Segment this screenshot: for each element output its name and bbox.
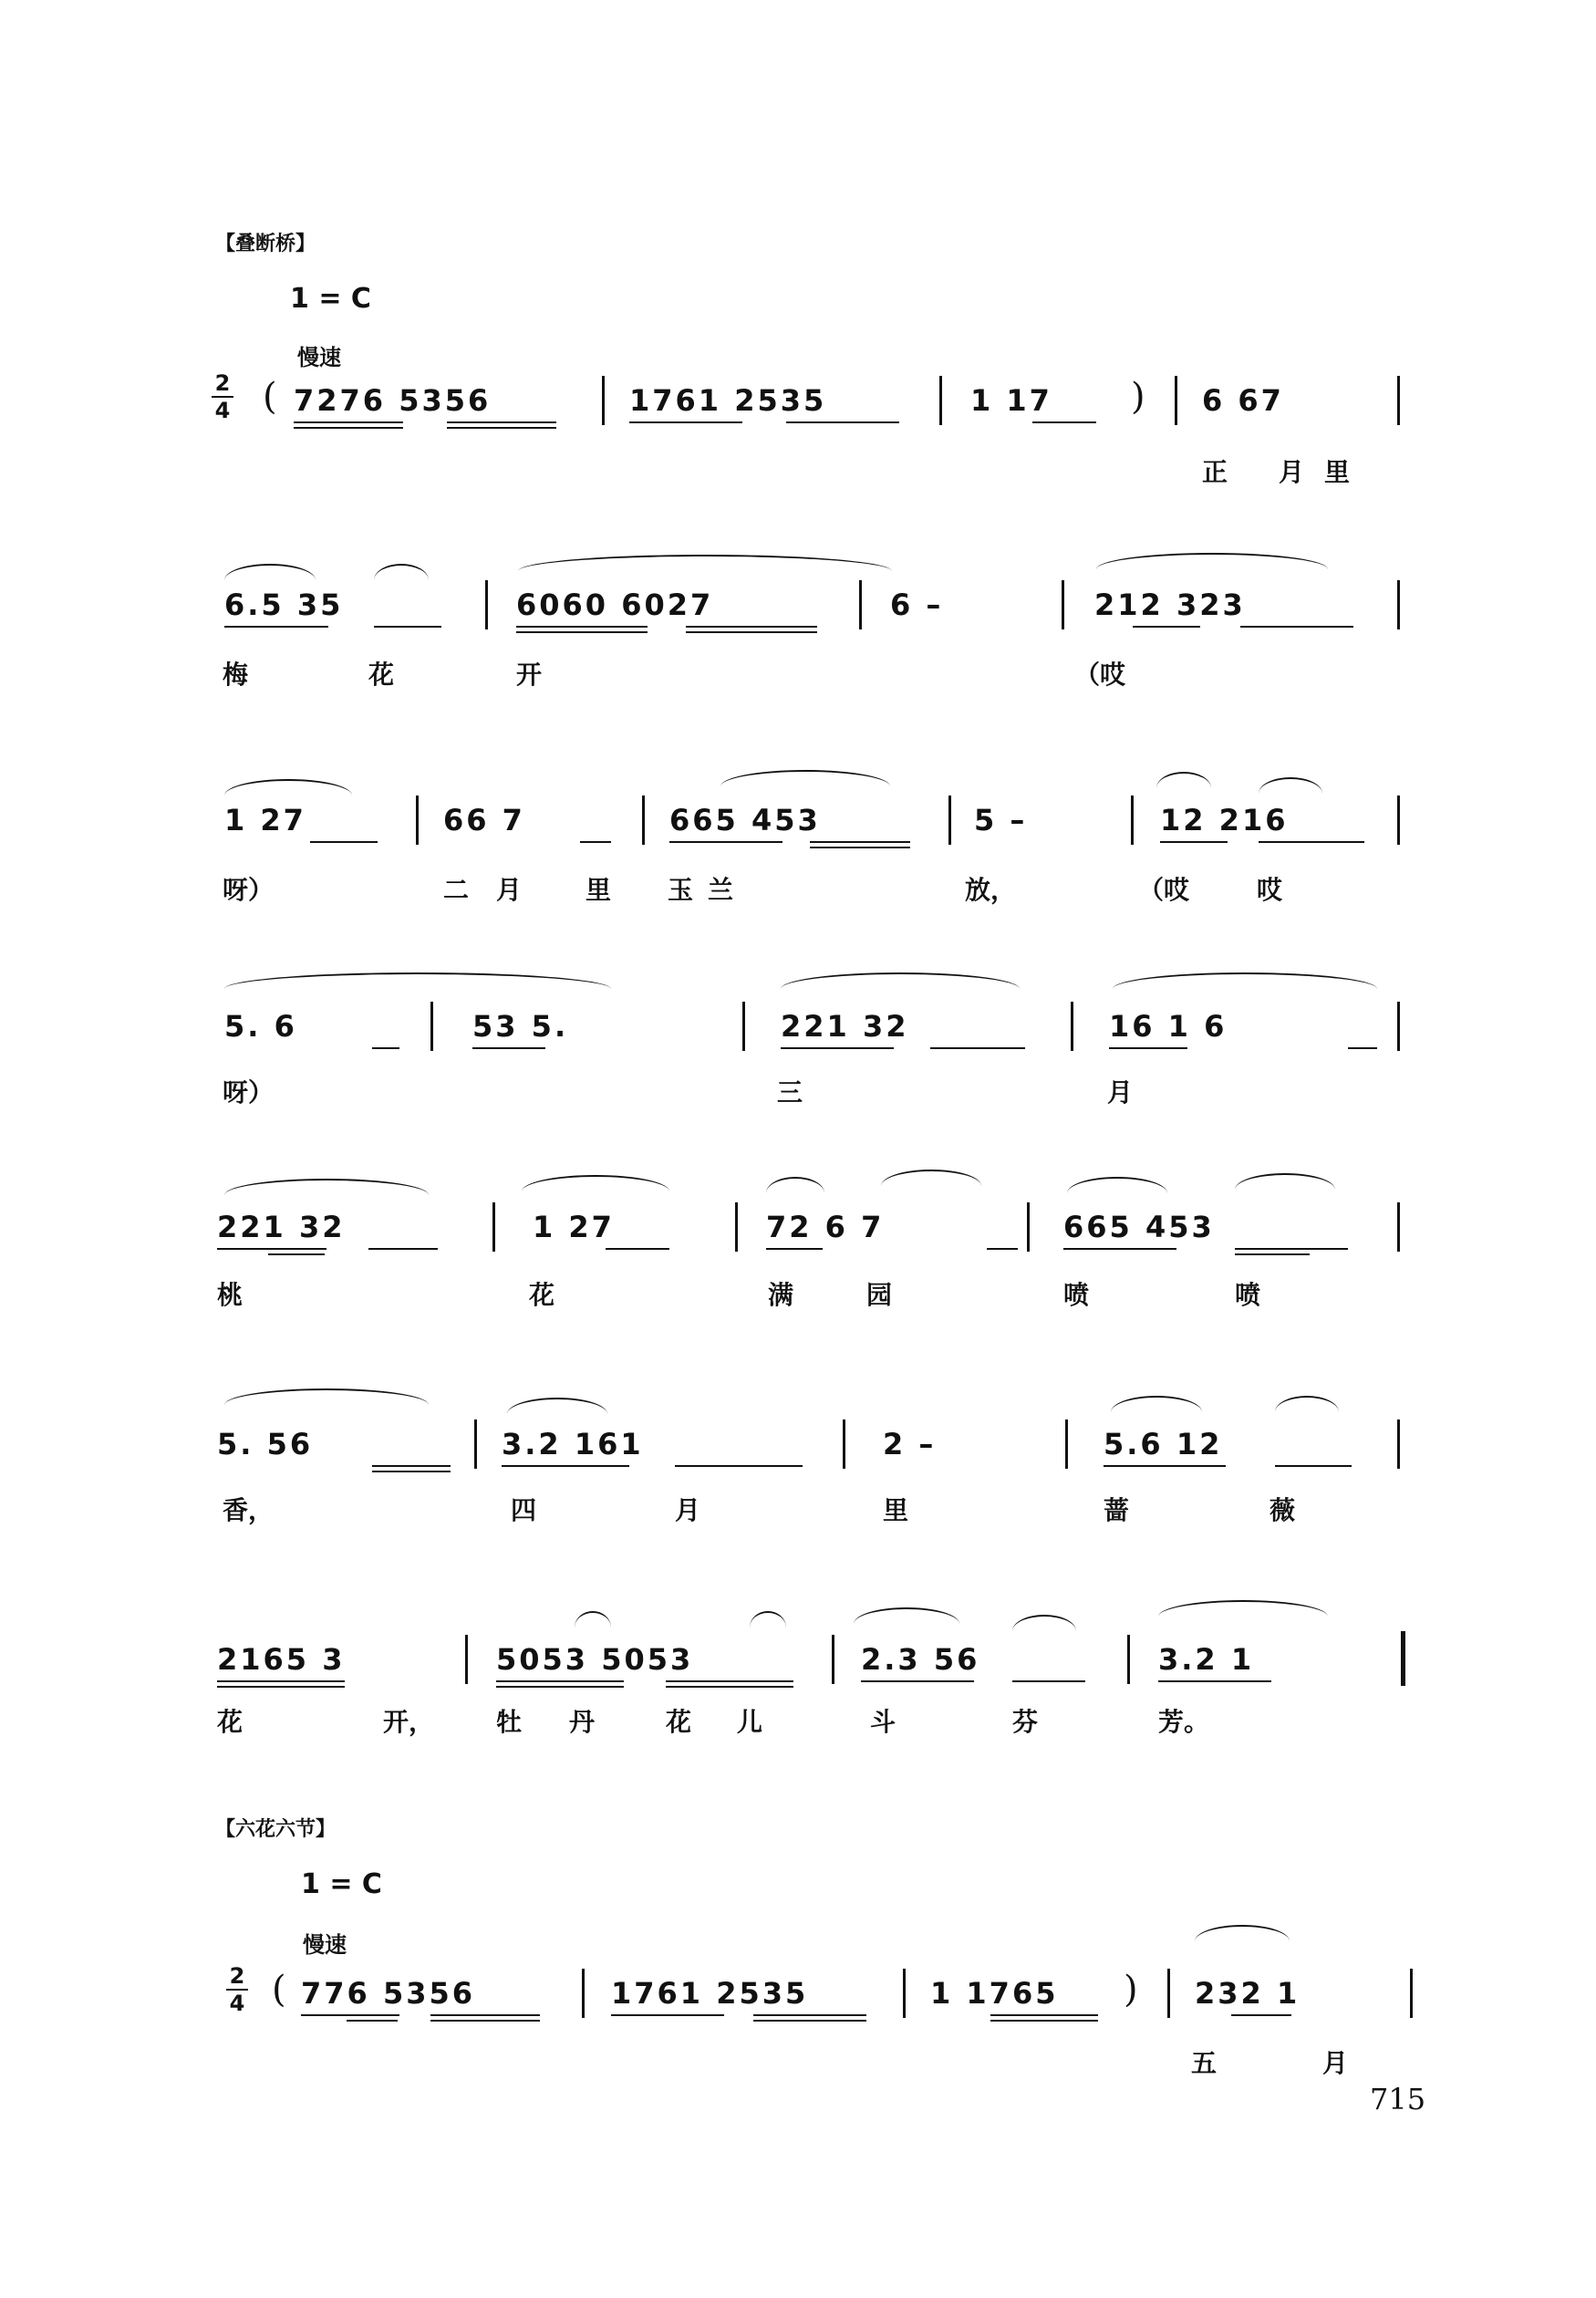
measure: 212 323 [1094, 587, 1246, 622]
close-paren: ) [1131, 376, 1145, 418]
page-number: 715 [1370, 2082, 1426, 2116]
barline [1410, 1969, 1413, 2018]
underline [810, 847, 910, 848]
lyric: 月 [675, 1495, 701, 1525]
lyric: 里 [1324, 457, 1351, 487]
underline [1158, 1680, 1271, 1682]
lyric: 园 [866, 1280, 893, 1310]
measure: 1761 2535 [611, 1976, 809, 2011]
underline [666, 1680, 793, 1682]
measure: 12 216 [1160, 803, 1289, 837]
underline [611, 2014, 724, 2016]
lyric: 喷 [1235, 1280, 1261, 1310]
lyric: 芳。 [1158, 1707, 1210, 1737]
lyric: 里 [586, 875, 612, 905]
time-signature [226, 1965, 248, 2014]
time-signature-top: 2 [229, 1963, 245, 1989]
lyric: 放， [965, 875, 1017, 905]
lyric: 呀） [223, 875, 275, 905]
measure: 6060 6027 [516, 587, 714, 622]
slur [507, 1398, 607, 1414]
barline [903, 1969, 906, 2018]
lyric: 开， [383, 1707, 435, 1737]
barline [1397, 376, 1400, 425]
slur [1235, 1173, 1335, 1190]
underline [1235, 1248, 1348, 1250]
time-signature-bottom: 4 [214, 398, 231, 423]
underline [347, 2020, 398, 2022]
underline [990, 2020, 1098, 2022]
underline [686, 631, 817, 633]
lyric: 花 [368, 660, 395, 690]
lyric: 月 [1279, 457, 1305, 487]
barline [1071, 1002, 1073, 1051]
key-signature: 1 = C [290, 283, 371, 315]
lyric: 梅 [223, 660, 249, 690]
underline [766, 1248, 823, 1250]
barline [948, 795, 951, 845]
underline [430, 2014, 540, 2016]
lyric: 三 [777, 1077, 803, 1107]
lyric: 香， [223, 1495, 275, 1525]
underline [781, 1047, 894, 1049]
underline [861, 1680, 974, 1682]
measure: 2165 3 [217, 1642, 346, 1677]
measure: 1 27 [224, 803, 306, 837]
underline [753, 2014, 866, 2016]
slur [224, 1179, 429, 1195]
barline [1397, 1419, 1400, 1469]
slur [854, 1607, 959, 1624]
lyric: 四 [511, 1495, 537, 1525]
underline [430, 2020, 540, 2022]
measure: 1761 2535 [629, 383, 827, 418]
underline [1348, 1047, 1377, 1049]
underline [990, 2014, 1098, 2016]
open-paren: ( [263, 376, 277, 418]
slur [1012, 1615, 1076, 1631]
underline [496, 1686, 624, 1688]
barline [1131, 795, 1134, 845]
underline [1032, 421, 1096, 423]
underline [217, 1248, 326, 1250]
underline [502, 1465, 629, 1467]
slur [1156, 772, 1211, 788]
barline [1397, 1002, 1400, 1051]
slur [224, 972, 611, 989]
underline [606, 1248, 669, 1250]
measure: 1 1765 [930, 1976, 1059, 2011]
underline [1063, 1248, 1176, 1250]
barline [1027, 1202, 1030, 1252]
barline [1397, 580, 1400, 629]
barline [492, 1202, 495, 1252]
measure: 16 1 6 [1109, 1009, 1228, 1044]
underline [1160, 841, 1228, 843]
underline [294, 427, 403, 429]
barline [832, 1635, 834, 1684]
slur [224, 1388, 429, 1405]
barline [939, 376, 942, 425]
measure: 232 1 [1195, 1976, 1301, 2011]
lyric: （哎 [1138, 875, 1190, 905]
lyric: 里 [883, 1495, 909, 1525]
slur [781, 972, 1020, 989]
lyric: 薇 [1270, 1495, 1296, 1525]
slur [766, 1177, 824, 1193]
slur [518, 555, 892, 571]
underline [987, 1248, 1018, 1250]
slur [720, 770, 890, 786]
underline [686, 626, 817, 628]
lyric: 牡 [496, 1707, 523, 1737]
lyric: 玉 [668, 875, 694, 905]
lyric: 呀） [223, 1077, 275, 1107]
lyric: （哎 [1074, 660, 1126, 690]
underline [516, 631, 648, 633]
underline [580, 841, 611, 843]
lyric: 哎 [1257, 875, 1283, 905]
underline [1104, 1465, 1226, 1467]
section-title: 【六花六节】 [215, 1818, 337, 1841]
close-paren: ) [1124, 1969, 1138, 2011]
underline [496, 1680, 624, 1682]
underline [1231, 2014, 1291, 2016]
slur [1113, 972, 1377, 989]
measure: 5.6 12 [1104, 1427, 1223, 1461]
open-paren: ( [272, 1969, 286, 2011]
slur [1195, 1925, 1290, 1941]
slur [881, 1170, 981, 1186]
measure: 221 32 [781, 1009, 909, 1044]
lyric: 五 [1191, 2048, 1218, 2078]
barline [859, 580, 862, 629]
lyric: 蔷 [1104, 1495, 1130, 1525]
lyric: 花 [217, 1707, 244, 1737]
lyric: 满 [768, 1280, 794, 1310]
measure: 665 453 [669, 803, 821, 837]
underline [930, 1047, 1025, 1049]
measure: 1 17 [970, 383, 1052, 418]
lyric: 丹 [569, 1707, 596, 1737]
underline [1133, 626, 1200, 628]
underline [786, 421, 899, 423]
underline [374, 626, 441, 628]
underline [675, 1465, 803, 1467]
underline [447, 421, 556, 423]
underline [372, 1047, 399, 1049]
underline [810, 841, 910, 843]
underline [224, 626, 328, 628]
slur [575, 1611, 611, 1627]
underline [310, 841, 378, 843]
lyric: 芬 [1012, 1707, 1039, 1737]
underline [1012, 1680, 1085, 1682]
measure: 3.2 1 [1158, 1642, 1255, 1677]
lyric: 开 [516, 660, 543, 690]
measure: 5. 56 [217, 1427, 314, 1461]
measure: 221 32 [217, 1210, 346, 1244]
measure: 72 6 7 [766, 1210, 885, 1244]
barline [1397, 1202, 1400, 1252]
slur [224, 779, 352, 795]
barline [416, 795, 419, 845]
underline [1109, 1047, 1187, 1049]
slur [522, 1175, 669, 1191]
barline [465, 1635, 468, 1684]
barline [843, 1419, 845, 1469]
slur [1259, 777, 1322, 794]
measure: 2 – [883, 1427, 937, 1461]
slur [374, 564, 429, 580]
underline [447, 427, 556, 429]
measure: 5053 5053 [496, 1642, 694, 1677]
underline [372, 1471, 451, 1472]
barline [430, 1002, 433, 1051]
lyric: 月 [496, 875, 523, 905]
barline [602, 376, 605, 425]
measure: 776 5356 [301, 1976, 475, 2011]
measure: 5. 6 [224, 1009, 297, 1044]
underline [1259, 841, 1364, 843]
measure: 6 – [890, 587, 944, 622]
measure: 2.3 56 [861, 1642, 980, 1677]
barline [1127, 1635, 1130, 1684]
lyric: 兰 [708, 875, 734, 905]
lyric: 儿 [737, 1707, 763, 1737]
barline [1065, 1419, 1068, 1469]
underline [368, 1248, 438, 1250]
slur [1158, 1600, 1328, 1617]
barline [1062, 580, 1064, 629]
barline [642, 795, 645, 845]
measure: 6.5 35 [224, 587, 344, 622]
barline [474, 1419, 477, 1469]
barline [582, 1969, 585, 2018]
key-signature: 1 = C [301, 1868, 382, 1900]
measure: 1 27 [533, 1210, 615, 1244]
slur [1096, 553, 1328, 569]
measure: 6 67 [1202, 383, 1284, 418]
section-title: 【叠断桥】 [215, 233, 316, 255]
underline [294, 421, 403, 423]
tempo-marking: 慢速 [303, 1932, 347, 1958]
measure: 7276 5356 [294, 383, 492, 418]
time-signature [212, 372, 233, 421]
slur [750, 1611, 786, 1627]
time-signature-top: 2 [214, 370, 231, 396]
underline [753, 2020, 866, 2022]
measure: 66 7 [443, 803, 525, 837]
lyric: 喷 [1063, 1280, 1090, 1310]
slur [1067, 1177, 1167, 1193]
underline [268, 1253, 325, 1255]
underline [666, 1686, 793, 1688]
barline [1397, 795, 1400, 845]
barline [485, 580, 488, 629]
lyric: 二 [443, 875, 470, 905]
barline [742, 1002, 745, 1051]
underline [217, 1680, 345, 1682]
underline [217, 1686, 345, 1688]
slur [224, 564, 316, 580]
underline [372, 1465, 451, 1467]
time-signature-bottom: 4 [229, 1991, 245, 2016]
lyric: 正 [1202, 457, 1228, 487]
underline [629, 421, 742, 423]
lyric: 花 [529, 1280, 555, 1310]
lyric: 斗 [870, 1707, 896, 1737]
lyric: 桃 [217, 1280, 244, 1310]
barline [1175, 376, 1177, 425]
lyric: 花 [666, 1707, 692, 1737]
barline [1167, 1969, 1170, 2018]
barline [735, 1202, 738, 1252]
measure: 3.2 161 [502, 1427, 644, 1461]
underline [516, 626, 648, 628]
lyric: 月 [1107, 1077, 1134, 1107]
underline [1235, 1253, 1310, 1255]
underline [301, 2014, 399, 2016]
lyric: 月 [1322, 2048, 1349, 2078]
final-barline [1401, 1631, 1405, 1686]
underline [1240, 626, 1353, 628]
measure: 53 5. [472, 1009, 569, 1044]
slur [1275, 1396, 1339, 1412]
underline [1275, 1465, 1352, 1467]
slur [1111, 1396, 1202, 1412]
underline [669, 841, 782, 843]
underline [472, 1047, 545, 1049]
measure: 5 – [974, 803, 1028, 837]
measure: 665 453 [1063, 1210, 1215, 1244]
tempo-marking: 慢速 [297, 345, 341, 370]
